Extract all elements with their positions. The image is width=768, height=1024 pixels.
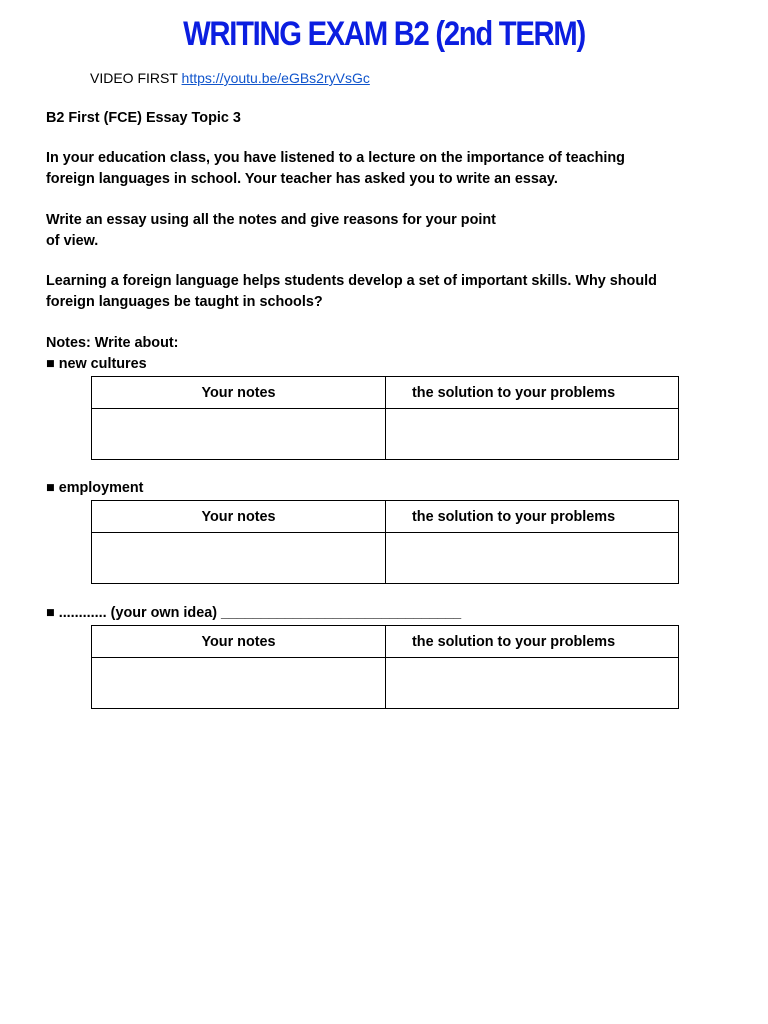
- solution-cell[interactable]: [386, 409, 679, 460]
- bullet-employment: ■ employment: [46, 480, 144, 496]
- notes-heading: [46, 333, 726, 354]
- notes-table-employment: [91, 500, 679, 584]
- notes-cell[interactable]: [92, 658, 386, 709]
- notes-heading-text: Notes: Write about:: [46, 335, 179, 351]
- notes-cell[interactable]: [92, 409, 386, 460]
- notes-table-own-idea: [91, 625, 679, 709]
- instruction-paragraph: [46, 210, 726, 252]
- question-line-2: foreign languages be taught in schools?: [46, 294, 323, 310]
- question-paragraph: [46, 271, 726, 313]
- bullet-new-cultures: ■ new cultures: [46, 356, 147, 372]
- intro-line-1: In your education class, you have listened to a lecture on the importance of teaching: [46, 150, 625, 166]
- question-line-1: Learning a foreign language helps students develop a set of important skills. Why should: [46, 273, 657, 289]
- instruction-line-1: Write an essay using all the notes and give reasons for your point: [46, 212, 496, 228]
- notes-table-new-cultures: [91, 376, 679, 460]
- solution-cell[interactable]: [386, 658, 679, 709]
- intro-line-2: foreign languages in school. Your teacher has asked you to write an essay.: [46, 171, 558, 187]
- col-header-solution: the solution to your problems: [386, 377, 679, 409]
- col-header-your-notes: Your notes: [92, 377, 386, 409]
- col-header-solution: the solution to your problems: [386, 626, 679, 658]
- col-header-your-notes: Your notes: [92, 501, 386, 533]
- video-label: VIDEO FIRST: [90, 70, 178, 86]
- essay-topic-text: B2 First (FCE) Essay Topic 3: [46, 110, 241, 126]
- col-header-solution: the solution to your problems: [386, 501, 679, 533]
- video-link[interactable]: https://youtu.be/eGBs2ryVsGc: [181, 70, 370, 86]
- instruction-line-2: of view.: [46, 233, 99, 249]
- bullet-own-idea: ■ ............ (your own idea) ______________________________: [46, 605, 462, 621]
- video-line: [90, 69, 370, 87]
- essay-topic: [46, 108, 726, 129]
- solution-cell[interactable]: [386, 533, 679, 584]
- intro-paragraph: [46, 148, 726, 190]
- col-header-your-notes: Your notes: [92, 626, 386, 658]
- notes-cell[interactable]: [92, 533, 386, 584]
- exam-title: WRITING EXAM B2 (2nd TERM): [183, 15, 585, 53]
